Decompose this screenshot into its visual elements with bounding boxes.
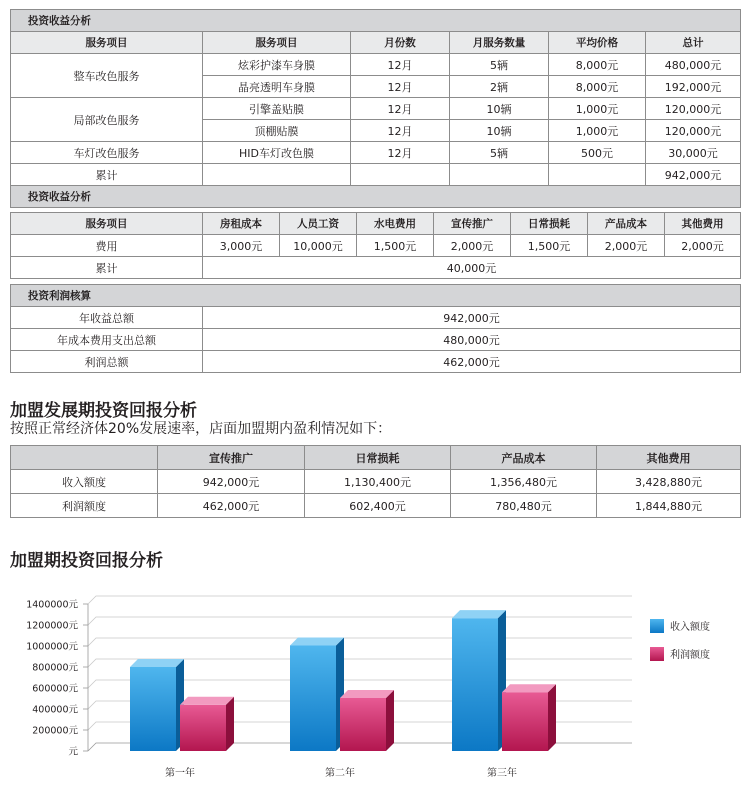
row-label: 收入额度 — [11, 470, 158, 494]
months-cell: 12月 — [351, 54, 450, 76]
group-label: 车灯改色服务 — [11, 142, 203, 164]
cost-cell: 2,000元 — [434, 235, 511, 257]
qty-cell: 5辆 — [450, 54, 549, 76]
value-cell: 1,356,480元 — [451, 470, 597, 494]
total-cell: 192,000元 — [646, 76, 741, 98]
column-header: 产品成本 — [451, 446, 597, 470]
row-label: 年成本费用支出总额 — [11, 329, 203, 351]
cost-cell: 1,500元 — [511, 235, 588, 257]
bar — [502, 684, 556, 751]
legend-swatch — [650, 619, 664, 633]
table-row — [11, 235, 741, 257]
table-row — [11, 329, 741, 351]
cost-table — [10, 212, 741, 279]
price-cell: 8,000元 — [549, 76, 646, 98]
franchise-title: 加盟发展期投资回报分析 — [10, 401, 197, 421]
months-cell: 12月 — [351, 98, 450, 120]
price-cell: 1,000元 — [549, 98, 646, 120]
column-header: 房租成本 — [203, 213, 280, 235]
y-tick-label: 400000元 — [32, 704, 78, 716]
service-item: 炫彩护漆车身膜 — [203, 54, 351, 76]
column-header — [11, 446, 158, 470]
section-title: 投资利润核算 — [11, 285, 741, 307]
franchise-table — [10, 445, 741, 518]
y-tick-label: 800000元 — [32, 662, 78, 674]
cost-cell: 1,500元 — [357, 235, 434, 257]
y-tick-label: 1400000元 — [26, 599, 78, 611]
row-label: 费用 — [11, 235, 203, 257]
revenue-table — [10, 9, 741, 208]
value-cell: 602,400元 — [305, 494, 451, 518]
service-item: 顶棚贴膜 — [203, 120, 351, 142]
service-item: 引擎盖贴膜 — [203, 98, 351, 120]
months-cell: 12月 — [351, 120, 450, 142]
y-tick-label: 1200000元 — [26, 620, 78, 632]
legend — [650, 619, 710, 661]
months-cell: 12月 — [351, 142, 450, 164]
row-value: 462,000元 — [203, 351, 741, 373]
x-category-label: 第二年 — [325, 768, 355, 779]
column-header: 其他费用 — [597, 446, 741, 470]
price-cell: 1,000元 — [549, 120, 646, 142]
sum-row — [11, 257, 741, 279]
cost-cell: 2,000元 — [588, 235, 665, 257]
total-cell: 30,000元 — [646, 142, 741, 164]
column-header: 服务项目 — [11, 213, 203, 235]
column-header: 其他费用 — [665, 213, 741, 235]
sum-value: 40,000元 — [203, 257, 741, 279]
cost-cell: 2,000元 — [665, 235, 741, 257]
column-header: 水电费用 — [357, 213, 434, 235]
legend-label: 收入额度 — [670, 622, 710, 633]
y-tick-label: 元 — [68, 746, 78, 758]
price-cell: 8,000元 — [549, 54, 646, 76]
legend-label: 利润额度 — [670, 650, 710, 661]
column-header: 人员工资 — [280, 213, 357, 235]
section-title: 投资收益分析 — [11, 10, 741, 32]
group-label: 整车改色服务 — [11, 54, 203, 98]
y-axis-ticks — [26, 600, 88, 758]
sum-value: 942,000元 — [646, 164, 741, 186]
qty-cell: 5辆 — [450, 142, 549, 164]
total-cell: 120,000元 — [646, 98, 741, 120]
grid-line — [88, 617, 632, 625]
total-cell: 120,000元 — [646, 120, 741, 142]
column-header: 月服务数量 — [450, 32, 549, 54]
column-header: 宣传推广 — [158, 446, 305, 470]
value-cell: 462,000元 — [158, 494, 305, 518]
y-tick-label: 1000000元 — [26, 641, 78, 653]
section-title: 投资收益分析 — [11, 186, 741, 208]
table-row — [11, 142, 741, 164]
grid-line — [88, 638, 632, 646]
bars — [130, 610, 556, 751]
x-category-label: 第三年 — [487, 768, 517, 779]
sum-label: 累计 — [11, 257, 203, 279]
row-label: 年收益总额 — [11, 307, 203, 329]
franchise-subtitle: 按照正常经济体20%发展速率，店面加盟期内盈利情况如下： — [10, 421, 392, 437]
bar-chart — [0, 580, 750, 794]
column-header: 服务项目 — [11, 32, 203, 54]
legend-swatch — [650, 647, 664, 661]
cost-cell: 10,000元 — [280, 235, 357, 257]
table-row — [11, 351, 741, 373]
y-tick-label: 600000元 — [32, 683, 78, 695]
qty-cell: 2辆 — [450, 76, 549, 98]
table-row — [11, 307, 741, 329]
column-header: 日常损耗 — [305, 446, 451, 470]
value-cell: 3,428,880元 — [597, 470, 741, 494]
service-item: 晶亮透明车身膜 — [203, 76, 351, 98]
bar — [180, 697, 234, 751]
cost-cell: 3,000元 — [203, 235, 280, 257]
table-row — [11, 470, 741, 494]
row-value: 942,000元 — [203, 307, 741, 329]
total-cell: 480,000元 — [646, 54, 741, 76]
column-header: 产品成本 — [588, 213, 665, 235]
profit-table — [10, 284, 741, 373]
x-axis-labels — [165, 766, 517, 779]
value-cell: 1,844,880元 — [597, 494, 741, 518]
price-cell: 500元 — [549, 142, 646, 164]
service-item: HID车灯改色膜 — [203, 142, 351, 164]
table-row — [11, 494, 741, 518]
sum-row — [11, 164, 741, 186]
bar — [452, 610, 506, 751]
column-header: 月份数 — [351, 32, 450, 54]
table-row — [11, 98, 741, 120]
value-cell: 780,480元 — [451, 494, 597, 518]
table-row — [11, 54, 741, 76]
bar — [290, 637, 344, 751]
column-header: 宣传推广 — [434, 213, 511, 235]
group-label: 局部改色服务 — [11, 98, 203, 142]
qty-cell: 10辆 — [450, 120, 549, 142]
months-cell: 12月 — [351, 76, 450, 98]
bar — [340, 690, 394, 751]
column-header: 总计 — [646, 32, 741, 54]
column-header: 服务项目 — [203, 32, 351, 54]
y-tick-label: 200000元 — [32, 725, 78, 737]
row-label: 利润额度 — [11, 494, 158, 518]
sum-label: 累计 — [11, 164, 203, 186]
value-cell: 942,000元 — [158, 470, 305, 494]
qty-cell: 10辆 — [450, 98, 549, 120]
column-header: 平均价格 — [549, 32, 646, 54]
chart-title: 加盟期投资回报分析 — [10, 551, 163, 571]
column-header: 日常损耗 — [511, 213, 588, 235]
bar — [130, 659, 184, 751]
value-cell: 1,130,400元 — [305, 470, 451, 494]
x-category-label: 第一年 — [165, 768, 195, 779]
grid-line — [88, 596, 632, 604]
row-label: 利润总额 — [11, 351, 203, 373]
row-value: 480,000元 — [203, 329, 741, 351]
